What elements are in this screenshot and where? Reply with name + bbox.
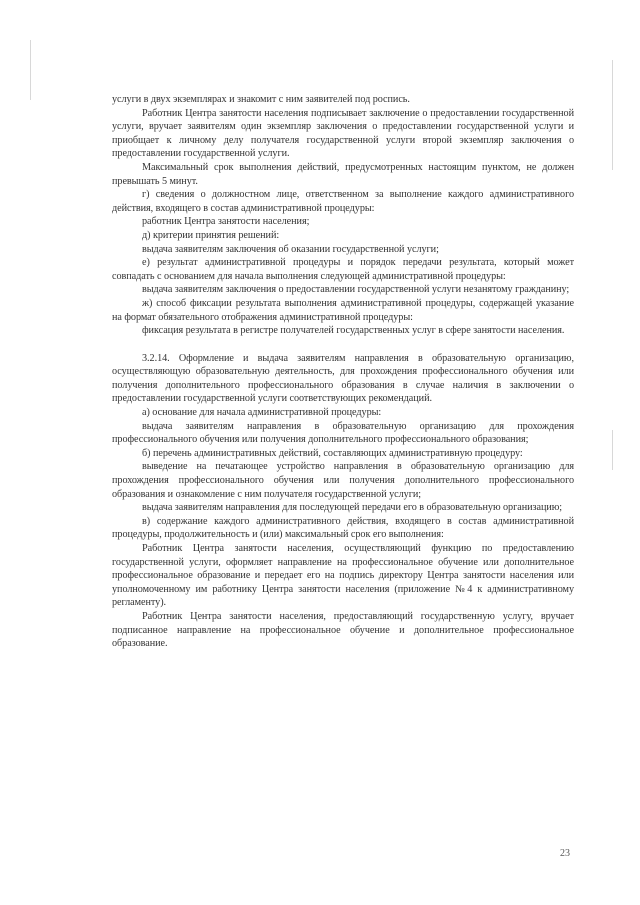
paragraph: Работник Центра занятости населения, осуществляющий функцию по предоставлению государственной услуги, оформляет направление на профессиональное обучение или дополнительное профессиональное образование и передает его на подпись директору Центра занятости населения или уполномоченному им работнику Центра занятости населения (приложение №4 к административному регламенту).: [112, 543, 574, 609]
page-number: 23: [560, 848, 570, 859]
paragraph: выведение на печатающее устройство направления в образовательную организацию для прохождения профессионального обучения или получения дополнительного профессионального образования и ознакомление с ним получателя государственной услуги;: [112, 461, 574, 500]
paragraph: в) содержание каждого административного действия, входящего в состав административной процедуры, продолжительность и (или) максимальный срок его выполнения:: [112, 515, 574, 541]
paragraph: услуги в двух экземплярах и знакомит с ним заявителей под роспись.: [112, 94, 410, 105]
paragraph: выдача заявителям направления в образовательную организацию для прохождения профессионального обучения или получения дополнительного профессионального образования;: [112, 420, 574, 446]
paragraph: Максимальный срок выполнения действий, предусмотренных настоящим пунктом, не должен превышать 5 минут.: [112, 161, 574, 187]
paragraph: выдача заявителям заключения о предоставлении государственной услуги незанятому гражданину;: [142, 284, 570, 296]
paragraph: Работник Центра занятости населения, предоставляющий государственную услугу, вручает подписанное направление на профессиональное обучение и дополнительное профессиональное образование.: [112, 610, 574, 650]
paragraph: работник Центра занятости населения;: [142, 216, 310, 228]
scan-edge-mark: [612, 430, 613, 470]
paragraph: ж) способ фиксации результата выполнения административной процедуры, содержащей указание на формат обязательного отображения административной процедуры:: [112, 297, 574, 323]
scan-edge-mark: [612, 60, 613, 170]
scan-edge-mark: [30, 40, 31, 100]
paragraph: 3.2.14. Оформление и выдача заявителям направления в образовательную организацию, осуществляющую образовательную деятельность, для прохождения профессионального обучения или получения дополнительного профессионального образования в случае наличия в заключении о предоставлении государственной услуги соответствующих рекомендаций.: [112, 352, 574, 405]
paragraph: а) основание для начала административной процедуры:: [142, 407, 382, 419]
paragraph: выдача заявителям направления для последующей передачи его в образовательную организацию;: [142, 502, 563, 514]
paragraph: г) сведения о должностном лице, ответственном за выполнение каждого административного действия, входящего в состав административной процедуры:: [112, 189, 574, 214]
paragraph: д) критерии принятия решений:: [142, 229, 280, 241]
paragraph: выдача заявителям заключения об оказании государственной услуги;: [142, 243, 439, 255]
paragraph: б) перечень административных действий, составляющих административную процедуру:: [142, 447, 523, 459]
document-body: [112, 93, 574, 651]
paragraph: е) результат административной процедуры и порядок передачи результата, который может совпадать с основанием для начала выполнения следующей административной процедуры:: [112, 257, 574, 282]
paragraph: фиксация результата в регистре получателей государственных услуг в сфере занятости населения.: [142, 325, 565, 337]
paragraph: Работник Центра занятости населения подписывает заключение о предоставлении государственной услуги, вручает заявителям один экземпляр заключения о предоставлении государственной услуги и приобщает к личному делу получателя государственной услуги второй экземпляр заключения о предоставлении государственной услуги.: [112, 107, 574, 160]
